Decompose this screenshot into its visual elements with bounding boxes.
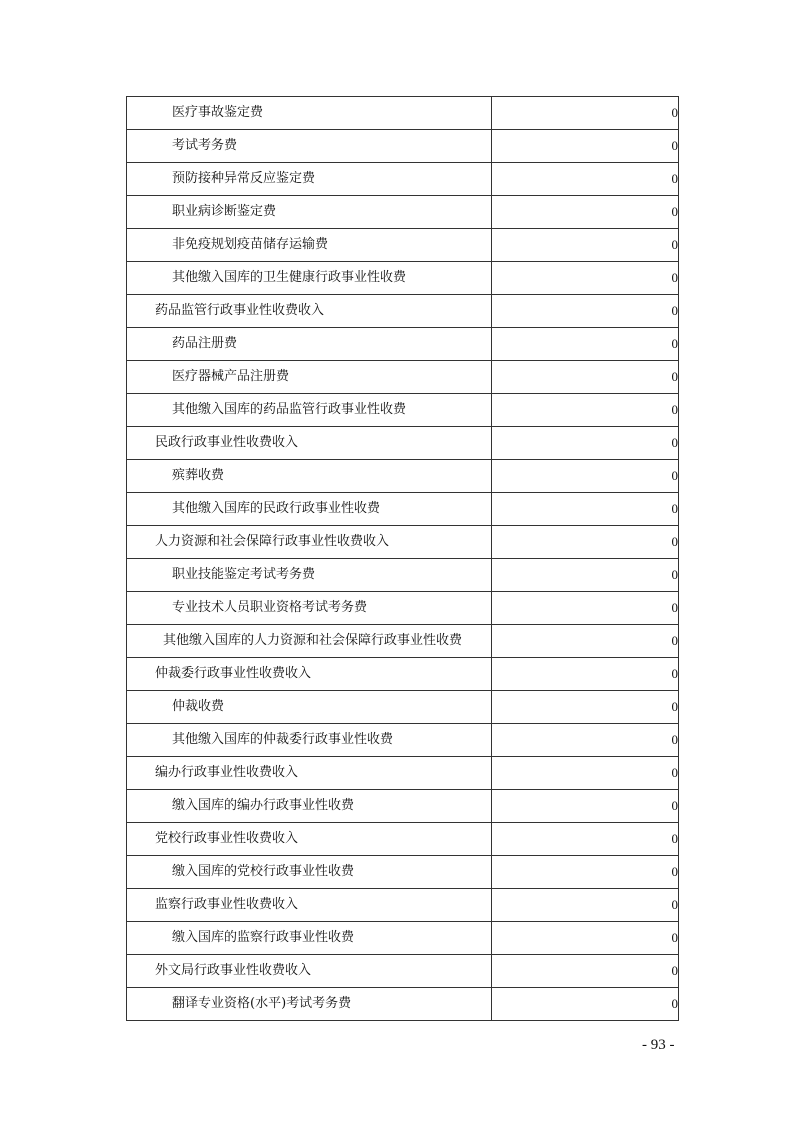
- item-name-cell: 缴入国库的党校行政事业性收费: [127, 856, 492, 889]
- item-name-cell: 缴入国库的编办行政事业性收费: [127, 790, 492, 823]
- amount-cell: 0: [492, 658, 679, 691]
- fee-table-body: [127, 97, 679, 1021]
- item-name-cell: 专业技术人员职业资格考试考务费: [127, 592, 492, 625]
- item-name-cell: 仲裁委行政事业性收费收入: [127, 658, 492, 691]
- table-row: [127, 625, 679, 658]
- amount-cell: 0: [492, 328, 679, 361]
- amount-cell: 0: [492, 130, 679, 163]
- table-row: [127, 559, 679, 592]
- table-row: [127, 691, 679, 724]
- table-row: [127, 361, 679, 394]
- amount-cell: 0: [492, 955, 679, 988]
- amount-cell: 0: [492, 163, 679, 196]
- amount-cell: 0: [492, 97, 679, 130]
- item-name-cell: 其他缴入国库的卫生健康行政事业性收费: [127, 262, 492, 295]
- table-row: [127, 229, 679, 262]
- amount-cell: 0: [492, 757, 679, 790]
- item-name-cell: 翻译专业资格(水平)考试考务费: [127, 988, 492, 1021]
- table-row: [127, 493, 679, 526]
- amount-cell: 0: [492, 394, 679, 427]
- amount-cell: 0: [492, 922, 679, 955]
- amount-cell: 0: [492, 262, 679, 295]
- item-name-cell: 医疗器械产品注册费: [127, 361, 492, 394]
- amount-cell: 0: [492, 460, 679, 493]
- item-name-cell: 民政行政事业性收费收入: [127, 427, 492, 460]
- item-name-cell: 党校行政事业性收费收入: [127, 823, 492, 856]
- table-row: [127, 394, 679, 427]
- amount-cell: 0: [492, 988, 679, 1021]
- item-name-cell: 职业技能鉴定考试考务费: [127, 559, 492, 592]
- table-row: [127, 856, 679, 889]
- amount-cell: 0: [492, 790, 679, 823]
- table-row: [127, 295, 679, 328]
- item-name-cell: 仲裁收费: [127, 691, 492, 724]
- item-name-cell: 其他缴入国库的人力资源和社会保障行政事业性收费: [127, 625, 492, 658]
- item-name-cell: 其他缴入国库的仲裁委行政事业性收费: [127, 724, 492, 757]
- table-row: [127, 427, 679, 460]
- item-name-cell: 其他缴入国库的民政行政事业性收费: [127, 493, 492, 526]
- table-row: [127, 262, 679, 295]
- table-row: [127, 460, 679, 493]
- item-name-cell: 预防接种异常反应鉴定费: [127, 163, 492, 196]
- table-row: [127, 823, 679, 856]
- item-name-cell: 药品注册费: [127, 328, 492, 361]
- table-row: [127, 922, 679, 955]
- item-name-cell: 药品监管行政事业性收费收入: [127, 295, 492, 328]
- table-row: [127, 592, 679, 625]
- amount-cell: 0: [492, 856, 679, 889]
- amount-cell: 0: [492, 724, 679, 757]
- item-name-cell: 监察行政事业性收费收入: [127, 889, 492, 922]
- amount-cell: 0: [492, 889, 679, 922]
- item-name-cell: 外文局行政事业性收费收入: [127, 955, 492, 988]
- amount-cell: 0: [492, 823, 679, 856]
- page-number: - 93 -: [642, 1037, 675, 1053]
- amount-cell: 0: [492, 196, 679, 229]
- amount-cell: 0: [492, 691, 679, 724]
- amount-cell: 0: [492, 229, 679, 262]
- table-row: [127, 658, 679, 691]
- amount-cell: 0: [492, 493, 679, 526]
- table-row: [127, 97, 679, 130]
- table-row: [127, 328, 679, 361]
- amount-cell: 0: [492, 361, 679, 394]
- table-row: [127, 163, 679, 196]
- table-row: [127, 988, 679, 1021]
- table-row: [127, 955, 679, 988]
- amount-cell: 0: [492, 592, 679, 625]
- item-name-cell: 职业病诊断鉴定费: [127, 196, 492, 229]
- amount-cell: 0: [492, 526, 679, 559]
- amount-cell: 0: [492, 625, 679, 658]
- amount-cell: 0: [492, 295, 679, 328]
- fee-table: [126, 96, 679, 1021]
- table-row: [127, 526, 679, 559]
- table-row: [127, 196, 679, 229]
- item-name-cell: 人力资源和社会保障行政事业性收费收入: [127, 526, 492, 559]
- amount-cell: 0: [492, 427, 679, 460]
- table-row: [127, 889, 679, 922]
- table-row: [127, 757, 679, 790]
- item-name-cell: 缴入国库的监察行政事业性收费: [127, 922, 492, 955]
- item-name-cell: 考试考务费: [127, 130, 492, 163]
- table-row: [127, 724, 679, 757]
- table-row: [127, 130, 679, 163]
- item-name-cell: 编办行政事业性收费收入: [127, 757, 492, 790]
- item-name-cell: 殡葬收费: [127, 460, 492, 493]
- item-name-cell: 非免疫规划疫苗储存运输费: [127, 229, 492, 262]
- amount-cell: 0: [492, 559, 679, 592]
- item-name-cell: 其他缴入国库的药品监管行政事业性收费: [127, 394, 492, 427]
- table-row: [127, 790, 679, 823]
- item-name-cell: 医疗事故鉴定费: [127, 97, 492, 130]
